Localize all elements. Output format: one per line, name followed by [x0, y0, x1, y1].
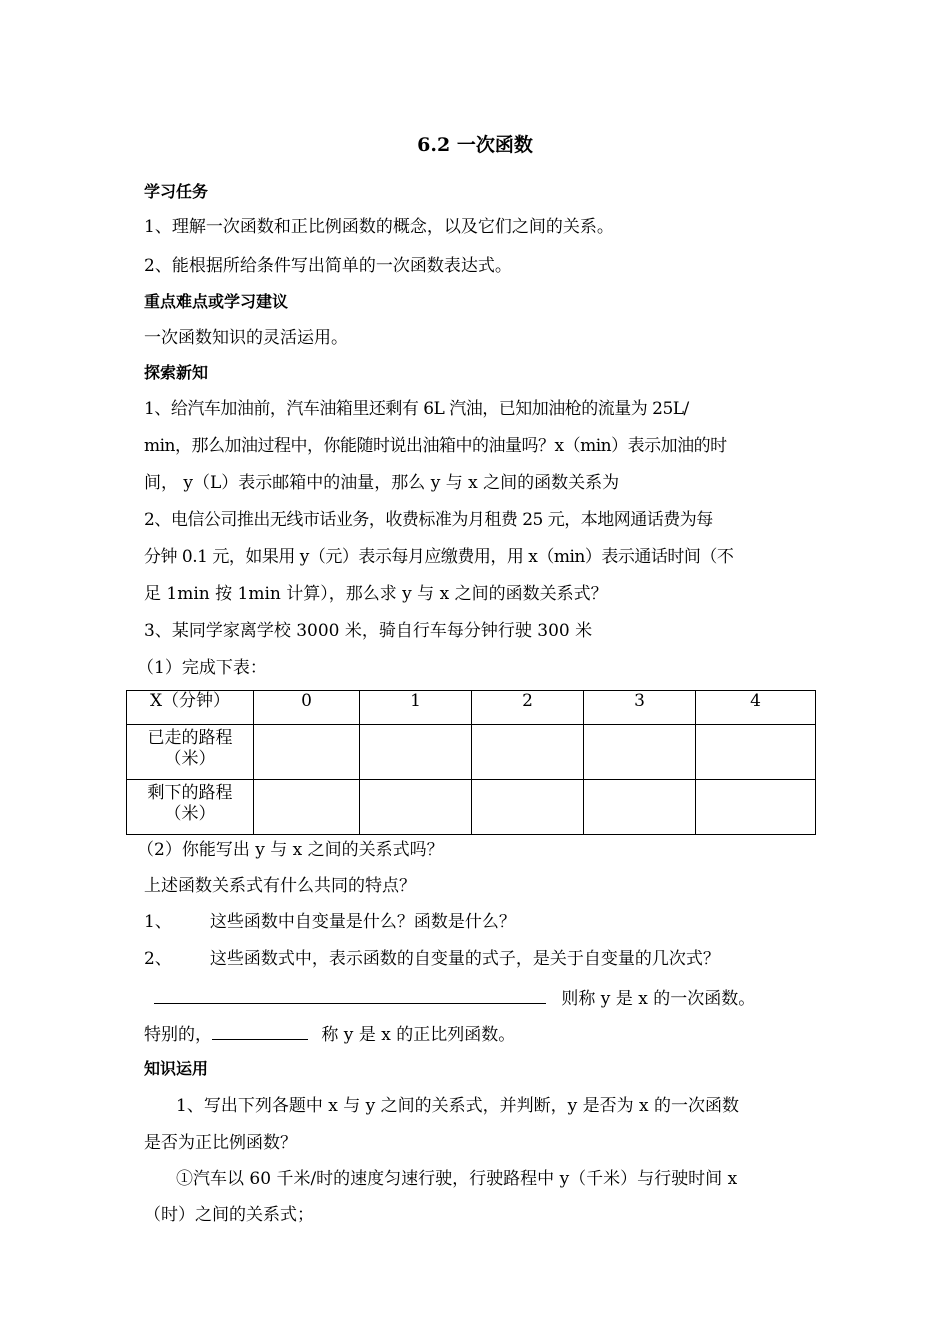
answer-blank-proportional[interactable]	[212, 1021, 308, 1040]
linear-function-definition	[144, 985, 755, 1011]
linear-definition-suffix: 则称 y 是 x 的一次函数。	[561, 989, 756, 1009]
table-header-cell: X（分钟）	[127, 691, 254, 725]
feature-number: 2、	[144, 949, 172, 969]
application-item-1-line-2: （时）之间的关系式；	[144, 1205, 314, 1225]
table-row-label-unit: （米）	[164, 749, 216, 769]
task-item-1: 1、理解一次函数和正比例函数的概念，以及它们之间的关系。	[144, 217, 614, 237]
table-header-cell: 4	[696, 691, 816, 725]
table-cell[interactable]	[696, 725, 816, 780]
question-2-line-1: 2、电信公司推出无线市话业务，收费标准为月租费 25 元，本地网通话费为每	[144, 510, 713, 530]
feature-item-2	[144, 947, 720, 971]
table-row-label-line: 已走的路程	[147, 728, 233, 748]
question-1-line-1: 1、给汽车加油前，汽车油箱里还剩有 6L 汽油，已知加油枪的流量为 25L/	[144, 399, 689, 419]
application-intro-line-1: 1、写出下列各题中 x 与 y 之间的关系式，并判断，y 是否为 x 的一次函数	[176, 1096, 740, 1116]
table-row-label-line: 剩下的路程	[147, 783, 233, 803]
task-item-2: 2、能根据所给条件写出简单的一次函数表达式。	[144, 256, 512, 276]
table-row-label-unit: （米）	[164, 804, 216, 824]
table-cell[interactable]	[584, 780, 696, 835]
proportional-definition-prefix: 特别的，	[144, 1025, 212, 1045]
table-cell[interactable]	[360, 725, 472, 780]
section-heading-explore: 探索新知	[144, 363, 209, 382]
table-row	[127, 725, 816, 780]
feature-text: 这些函数中自变量是什么？函数是什么？	[209, 912, 516, 932]
application-intro-line-2: 是否为正比例函数？	[144, 1133, 297, 1153]
table-cell[interactable]	[360, 780, 472, 835]
feature-number: 1、	[144, 912, 172, 932]
answer-blank-linear[interactable]	[154, 985, 546, 1004]
section-heading-application: 知识运用	[144, 1059, 209, 1078]
question-3-part-2: （2）你能写出 y 与 x 之间的关系式吗？	[137, 840, 444, 860]
table-cell[interactable]	[472, 725, 584, 780]
question-3-part-1: （1）完成下表：	[137, 658, 267, 678]
proportional-function-definition	[144, 1021, 515, 1047]
table-header-cell: 1	[360, 691, 472, 725]
common-features-question: 上述函数关系式有什么共同的特点？	[144, 876, 416, 896]
table-header-cell: 0	[254, 691, 360, 725]
question-1-line-2: min，那么加油过程中，你能随时说出油箱中的油量吗？x（min）表示加油的时	[144, 436, 727, 456]
table-cell[interactable]	[472, 780, 584, 835]
table-header-cell: 2	[472, 691, 584, 725]
section-heading-key-points: 重点难点或学习建议	[144, 292, 289, 311]
application-item-1-line-1: ①汽车以 60 千米/时的速度匀速行驶，行驶路程中 y（千米）与行驶时间 x	[176, 1169, 738, 1189]
question-1-line-3: 间， y（L）表示邮箱中的油量，那么 y 与 x 之间的函数关系为	[144, 473, 620, 493]
key-points-text: 一次函数知识的灵活运用。	[144, 328, 348, 348]
question-2-line-2: 分钟 0.1 元，如果用 y（元）表示每月应缴费用，用 x（min）表示通话时间（不	[144, 547, 734, 567]
table-row-label	[127, 725, 254, 780]
distance-table	[126, 690, 816, 835]
table-cell[interactable]	[254, 725, 360, 780]
table-header-row	[127, 691, 816, 725]
table-row-label	[127, 780, 254, 835]
feature-text: 这些函数式中，表示函数的自变量的式子，是关于自变量的几次式？	[209, 949, 720, 969]
table-cell[interactable]	[254, 780, 360, 835]
table-cell[interactable]	[584, 725, 696, 780]
feature-item-1	[144, 910, 516, 934]
table-header-cell: 3	[584, 691, 696, 725]
page-title: 6.2 一次函数	[417, 134, 533, 156]
question-2-line-3: 足 1min 按 1min 计算），那么求 y 与 x 之间的函数关系式？	[144, 584, 608, 604]
proportional-definition-suffix: 称 y 是 x 的正比列函数。	[321, 1025, 516, 1045]
section-heading-learning-tasks: 学习任务	[144, 182, 209, 201]
table-row	[127, 780, 816, 835]
question-3: 3、某同学家离学校 3000 米，骑自行车每分钟行驶 300 米	[144, 621, 593, 641]
table-cell[interactable]	[696, 780, 816, 835]
